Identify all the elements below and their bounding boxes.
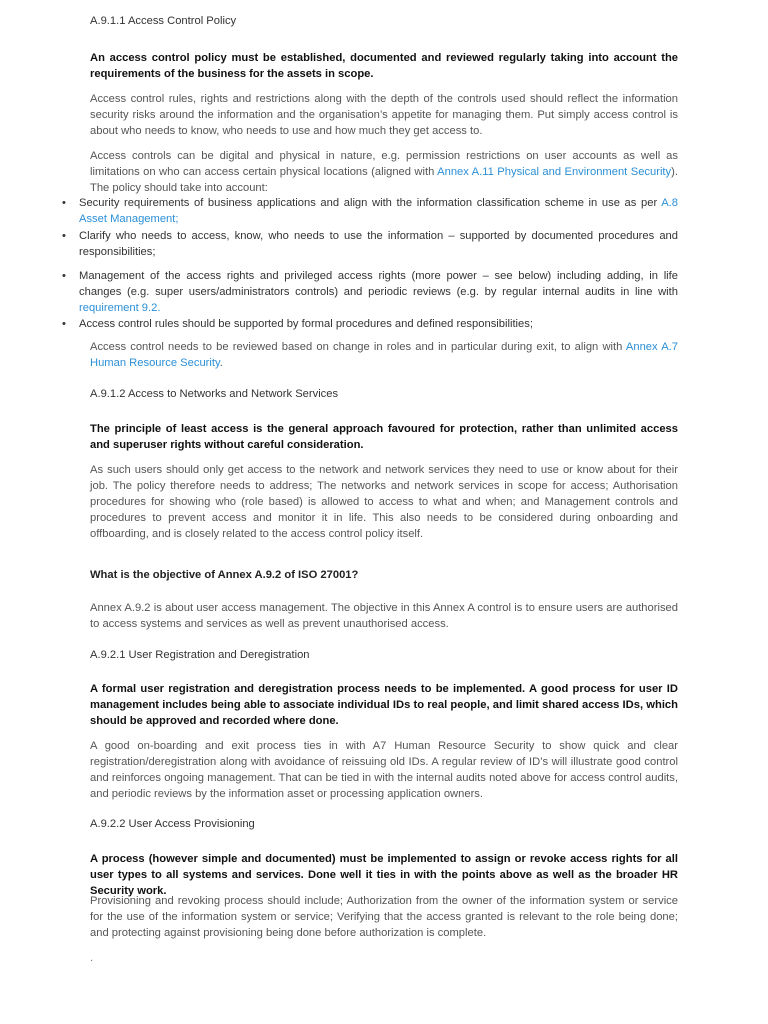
bullet-icon: • bbox=[62, 230, 66, 242]
a8-asset-management-link[interactable]: A.8 Asset Management; bbox=[79, 197, 678, 225]
requirement-a921: A formal user registration and deregistration process needs to be implemented. A good process for user ID management includes being able to associate individual IDs to real people, and limit shared access IDs, which should be approved and recorded where done. bbox=[90, 683, 678, 727]
heading-a921: A.9.2.1 User Registration and Deregistration bbox=[90, 649, 310, 661]
paragraph-text: ). The policy should take into account: bbox=[90, 166, 678, 194]
requirement-a922: A process (however simple and documented) must be implemented to assign or revoke access rights for all user types to all systems and services. Done well it ties in with the points above as well as the broader HR Security work. bbox=[90, 853, 678, 897]
requirement-a911: An access control policy must be established, documented and reviewed regularly taking into account the requirements of the business for the assets in scope. bbox=[90, 52, 678, 80]
answer-a92: Annex A.9.2 is about user access management. The objective in this Annex A control is to ensure users are authorised to access systems and services as well as prevent unauthorised access. bbox=[90, 602, 678, 630]
list-item bbox=[62, 195, 678, 227]
list-item bbox=[62, 316, 678, 332]
paragraph-access-rules: Access control rules, rights and restrictions along with the depth of the controls used should reflect the information security risks around the information and the organisation’s appetite for managing them. Put simply access control is about who needs to know, who needs to use and how much they get access to. bbox=[90, 93, 678, 137]
paragraph-provisioning: Provisioning and revoking process should include; Authorization from the owner of the information system or service for the use of the information system or service; Verifying that the access granted is relevant to the role being done; and protecting against provisioning being done before authorization is complete. bbox=[90, 895, 678, 939]
list-item-text: Security requirements of business applications and align with the information classification scheme in use as per bbox=[79, 197, 662, 209]
paragraph-access-controls bbox=[90, 148, 678, 196]
paragraph-text: . bbox=[219, 357, 223, 369]
list-item-text: Management of the access rights and privileged access rights (more power – see below) including adding, in life changes (e.g. super users/administrators controls) and periodic reviews (e.g. by regular internal audits in line with bbox=[79, 270, 678, 298]
paragraph-access-review bbox=[90, 339, 678, 371]
paragraph-onboarding: A good on-boarding and exit process ties in with A7 Human Resource Security to show quick and clear registration/deregistration along with avoidance of reissuing old IDs. A regular review of ID’s will illustrate good control and reinforces ongoing management. That can be tied in with the internal audits noted above for access control audits, and periodic reviews by the information asset or processing application owners. bbox=[90, 740, 678, 800]
list-item-text: Clarify who needs to access, know, who needs to use the information – supported by documented procedures and responsibilities; bbox=[79, 230, 678, 258]
bullet-icon: • bbox=[62, 318, 66, 330]
requirement-9-2-link[interactable]: requirement 9.2. bbox=[79, 302, 161, 314]
heading-a912: A.9.1.2 Access to Networks and Network Services bbox=[90, 388, 339, 400]
paragraph-text: Access control needs to be reviewed based on change in roles and in particular during exit, to align with bbox=[90, 341, 626, 353]
heading-a922: A.9.2.2 User Access Provisioning bbox=[90, 818, 255, 830]
annex-a11-link[interactable]: Annex A.11 Physical and Environment Security bbox=[437, 166, 672, 178]
requirement-a912: The principle of least access is the general approach favoured for protection, rather than unlimited access and superuser rights without careful consideration. bbox=[90, 423, 678, 451]
list-item bbox=[62, 268, 678, 316]
paragraph-text: Access controls can be digital and physical in nature, e.g. permission restrictions on user accounts as well as limitations on who can access certain physical locations (aligned with bbox=[90, 150, 678, 178]
list-item-text: Access control rules should be supported by formal procedures and defined responsibilities; bbox=[79, 318, 533, 330]
paragraph-network-access: As such users should only get access to the network and network services they need to use or know about for their job. The policy therefore needs to address; The networks and network services in scope for access; Authorisation procedures for showing who (role based) is allowed to access to what and when; and Management controls and procedures to prevent access and monitor it in life. This also needs to be considered during onboarding and offboarding, and is closely related to the access control policy itself. bbox=[90, 464, 678, 540]
question-a92: What is the objective of Annex A.9.2 of ISO 27001? bbox=[90, 569, 359, 581]
heading-a911: A.9.1.1 Access Control Policy bbox=[90, 15, 237, 27]
bullet-icon: • bbox=[62, 270, 66, 282]
annex-a7-link[interactable]: Annex A.7 Human Resource Security bbox=[90, 341, 678, 369]
bullet-icon: • bbox=[62, 197, 66, 209]
list-item bbox=[62, 228, 678, 260]
trailing-mark: . bbox=[90, 952, 94, 964]
